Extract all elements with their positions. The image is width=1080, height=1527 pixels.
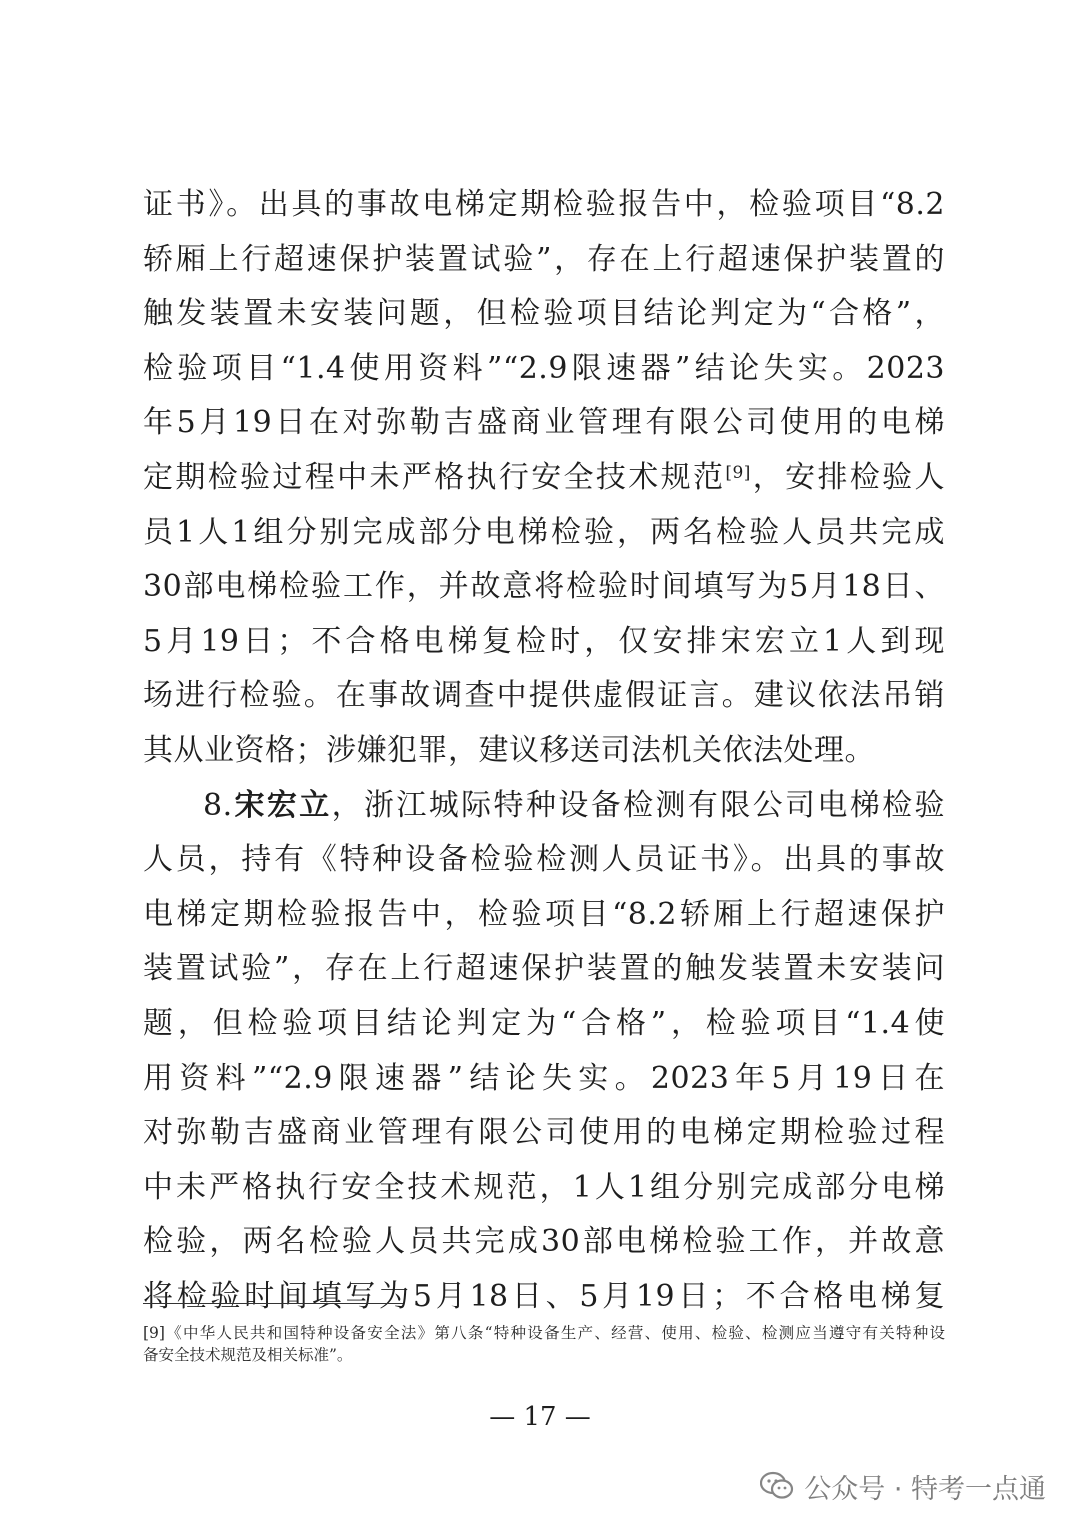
footnote xyxy=(143,1322,945,1366)
text-line: 将检验时间填写为5月18日、5月19日；不合格电梯复 xyxy=(143,1278,945,1314)
text-line: 装置试验”，存在上行超速保护装置的触发装置未安装问 xyxy=(143,951,945,987)
watermark-text: 公众号 · 特考一点通 xyxy=(804,1473,1046,1505)
footnote-divider xyxy=(143,1303,403,1304)
text-line: 人员，持有《特种设备检验检测人员证书》。出具的事故 xyxy=(143,842,945,878)
text-line: 中未严格执行安全技术规范，1人1组分别完成部分电梯 xyxy=(143,1169,945,1205)
text-line: 题，但检验项目结论判定为“合格”，检验项目“1.4使 xyxy=(143,1005,945,1041)
text-line: 用资料”“2.9限速器”结论失实。2023年5月19日在 xyxy=(143,1060,945,1096)
text-line: 员1人1组分别完成部分电梯检验，两名检验人员共完成 xyxy=(143,514,945,550)
wechat-icon xyxy=(760,1471,794,1501)
page-number: — 17 — xyxy=(489,1402,591,1432)
text-segment: ，浙江城际特种设备检测有限公司电梯检验 xyxy=(331,787,946,823)
text-line: 轿厢上行超速保护装置试验”，存在上行超速保护装置的 xyxy=(143,241,945,277)
text-line: 检验，两名检验人员共完成30部电梯检验工作，并故意 xyxy=(143,1224,945,1260)
footnote-reference[interactable]: [9] xyxy=(725,462,751,483)
text-line: 对弥勒吉盛商业管理有限公司使用的电梯定期检验过程 xyxy=(143,1115,945,1151)
text-segment: 定期检验过程中未严格执行安全技术规范 xyxy=(143,459,726,495)
text-line xyxy=(143,451,945,506)
person-name: 宋宏立 xyxy=(232,787,332,823)
text-line: 年5月19日在对弥勒吉盛商业管理有限公司使用的电梯 xyxy=(143,405,945,441)
item-number: 8. xyxy=(203,787,233,823)
text-line: 场进行检验。在事故调查中提供虚假证言。建议依法吊销 xyxy=(143,678,945,714)
footnote-line: 备安全技术规范及相关标准”。 xyxy=(143,1346,353,1364)
body-text xyxy=(143,178,945,1324)
text-line xyxy=(143,779,945,834)
text-line: 检验项目“1.4使用资料”“2.9限速器”结论失实。2023 xyxy=(143,350,945,386)
watermark xyxy=(760,1466,1046,1506)
text-line: 电梯定期检验报告中，检验项目“8.2轿厢上行超速保护 xyxy=(143,896,945,932)
text-line: 其从业资格；涉嫌犯罪，建议移送司法机关依法处理。 xyxy=(143,732,875,768)
text-line: 证书》。出具的事故电梯定期检验报告中，检验项目“8.2 xyxy=(143,187,945,222)
text-segment: ，安排检验人 xyxy=(750,459,946,495)
text-line: 5月19日；不合格电梯复检时，仅安排宋宏立1人到现 xyxy=(143,623,945,659)
footnote-line: [9]《中华人民共和国特种设备安全法》第八条“特种设备生产、经营、使用、检验、检测应当遵守有关特种设 xyxy=(143,1324,945,1342)
text-line: 30部电梯检验工作，并故意将检验时间填写为5月18日、 xyxy=(143,569,945,605)
text-line: 触发装置未安装问题，但检验项目结论判定为“合格”， xyxy=(143,296,945,332)
